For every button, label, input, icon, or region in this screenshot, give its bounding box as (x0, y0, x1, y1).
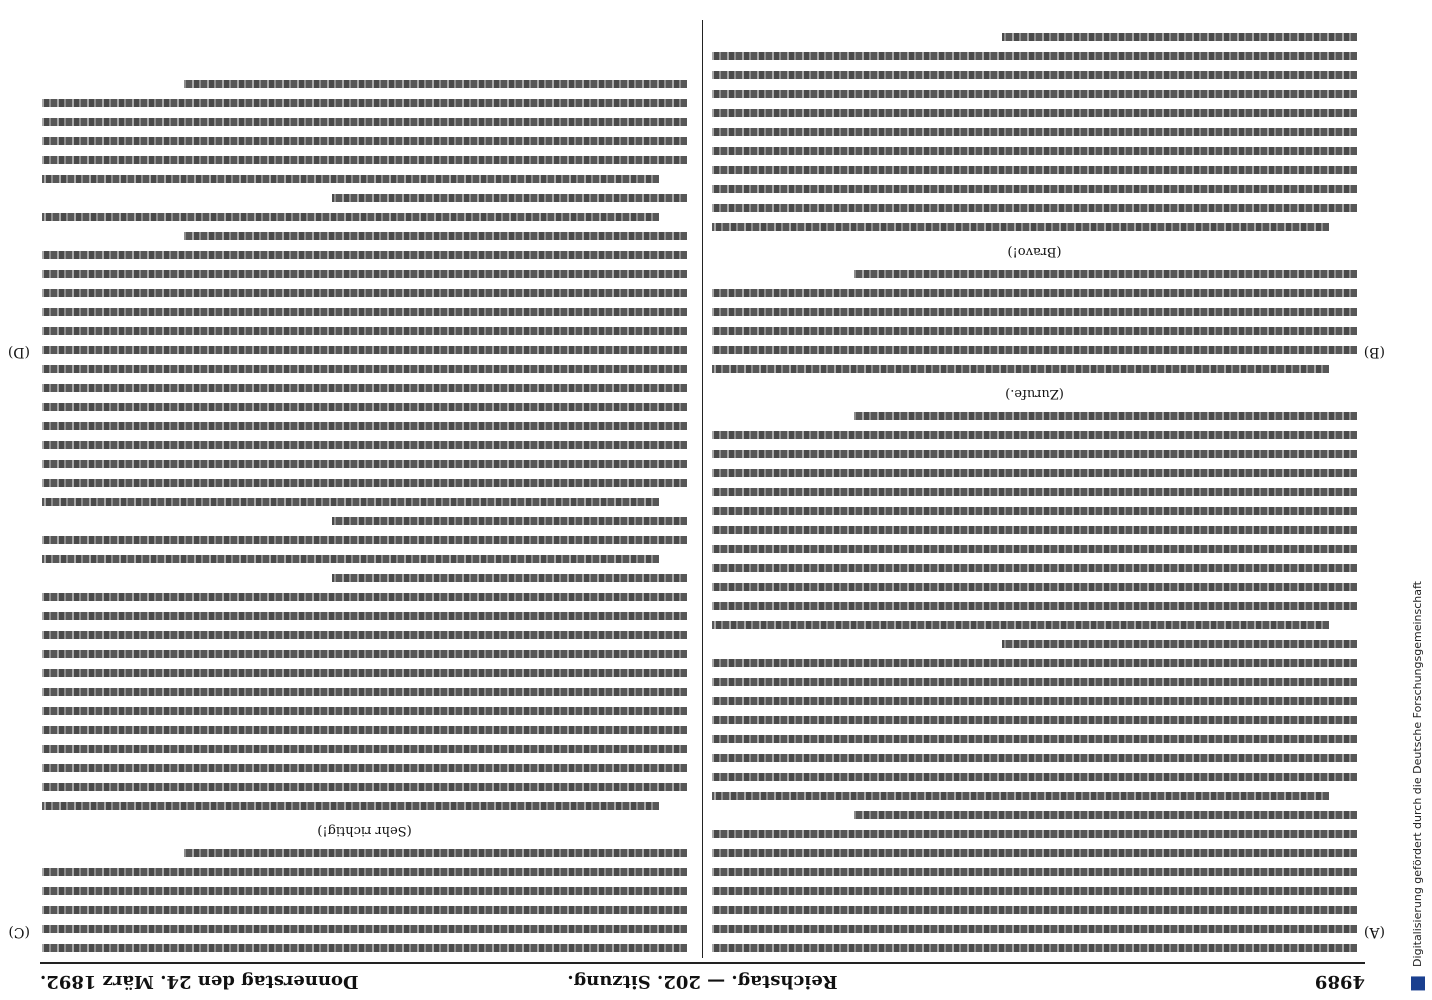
note-left-2: (Bravo!) (1007, 244, 1062, 259)
page-number: 4989 (1314, 971, 1365, 992)
page-header (40, 966, 1365, 992)
column-divider (702, 20, 703, 958)
header-date: Donnerstag den 24. März 1892. (40, 971, 359, 992)
note-right-1: (Sehr richtig!) (317, 823, 412, 838)
margin-mark-a: (A) (1363, 924, 1385, 940)
note-left-1: (Zurufe.) (1005, 386, 1064, 401)
digitization-strip (1405, 0, 1432, 1000)
column-left (712, 24, 1357, 952)
digitization-notice: Digitalisierung gefördert durch die Deutsche Forschungsgemeinschaft (1411, 580, 1424, 967)
column-right (42, 24, 687, 952)
margin-mark-d: (D) (7, 344, 30, 360)
header-rule (40, 962, 1365, 964)
margin-mark-b: (B) (1363, 344, 1385, 360)
dfg-logo-icon (1411, 976, 1425, 990)
margin-mark-c: (C) (8, 924, 30, 940)
header-title: Reichstag. — 202. Sitzung. (567, 971, 838, 992)
